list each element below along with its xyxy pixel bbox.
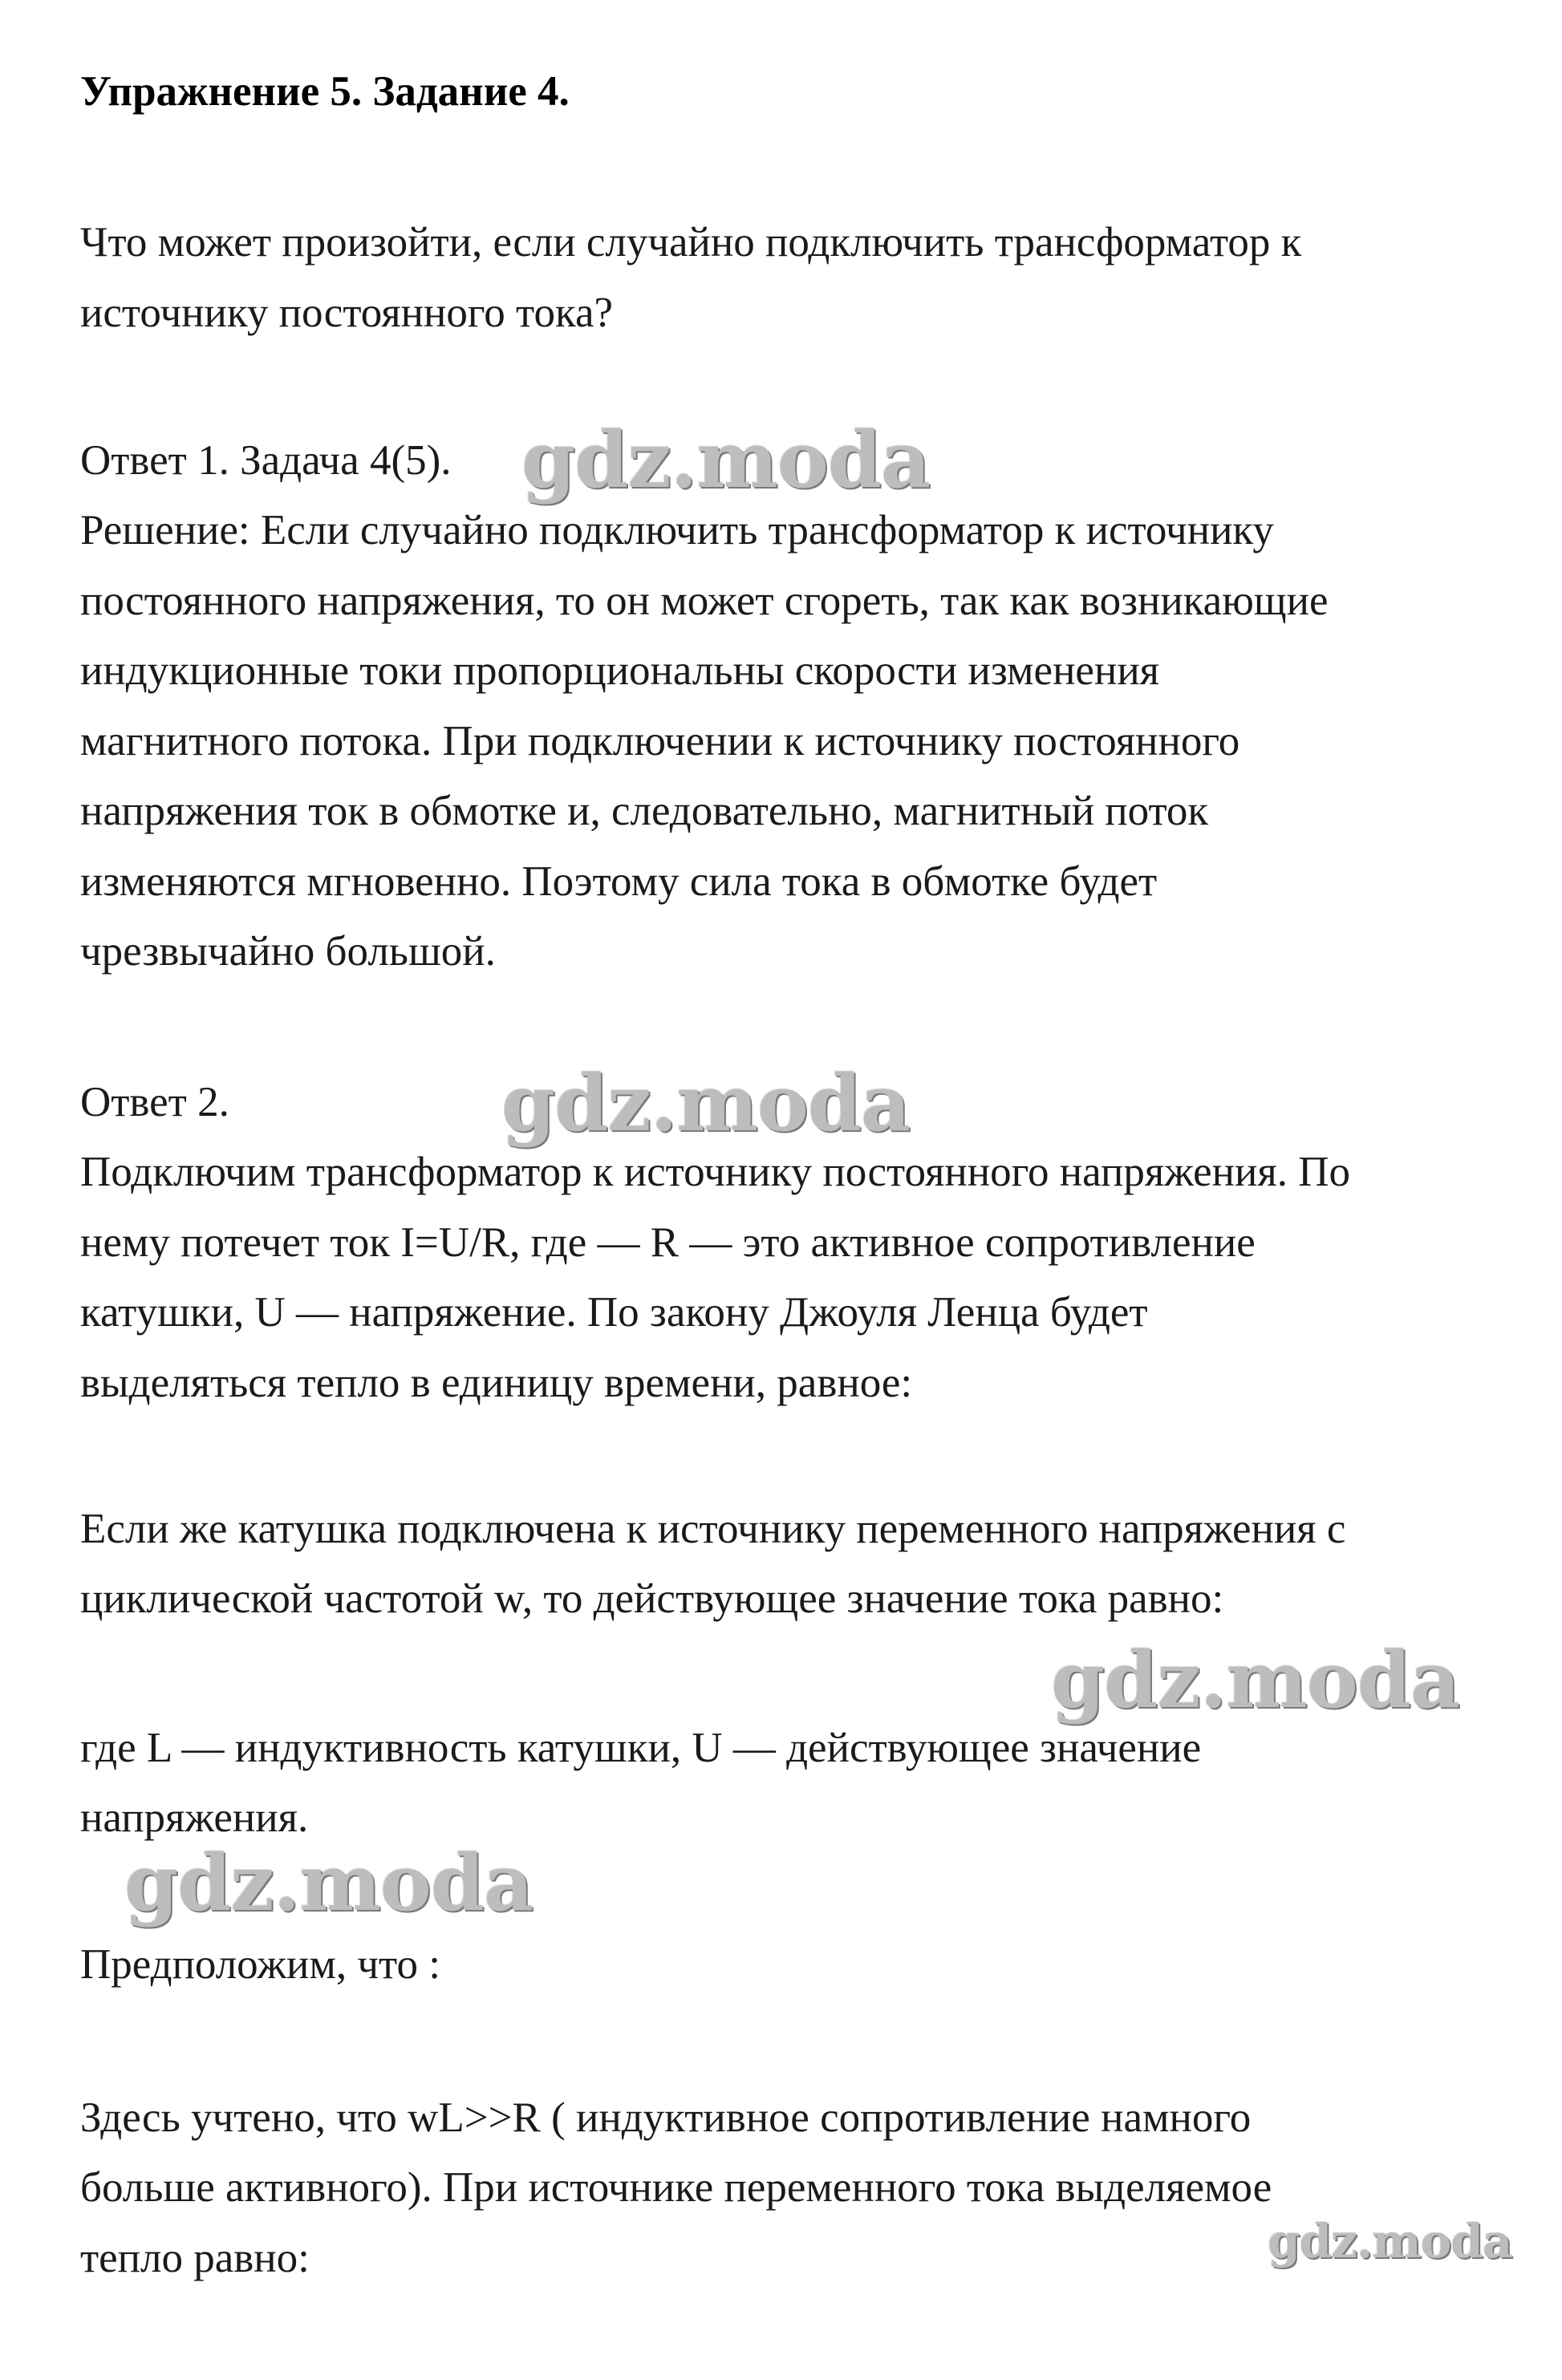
answer2-para2-line-1: Если же катушка подключена к источнику переменного напряжения с [80,1506,1346,1552]
question-line-1: Что может произойти, если случайно подключить трансформатор к [80,219,1302,266]
watermark-logo: gdz.moda [521,415,931,505]
answer2-para3-line-2: напряжения. [80,1794,309,1841]
watermark-logo: gdz.moda [1051,1635,1460,1725]
answer2-para2-line-2: циклической частотой w, то действующее значение тока равно: [80,1575,1224,1622]
answer1-line-1: Решение: Если случайно подключить трансформатор к источнику [80,507,1274,553]
answer1-line-5: напряжения ток в обмотке и, следовательно, магнитный поток [80,788,1209,834]
answer1-line-7: чрезвычайно большой. [80,928,496,975]
answer2-para3-line-1: где L — индуктивность катушки, U — действующее значение [80,1725,1202,1771]
watermark-logo: gdz.moda [501,1058,911,1149]
answer1-heading: Ответ 1. Задача 4(5). [80,437,452,484]
exercise-title: Упражнение 5. Задание 4. [80,68,570,115]
answer2-para5-line-3: тепло равно: [80,2235,310,2281]
answer2-para1-line-3: катушки, U — напряжение. По закону Джоуля Ленца будет [80,1289,1148,1336]
answer2-para1-line-2: нему потечет ток I=U/R, где — R — это активное сопротивление [80,1219,1256,1266]
answer2-para1-line-4: выделяться тепло в единицу времени, равное: [80,1360,913,1406]
question-line-2: источнику постоянного тока? [80,290,614,336]
answer1-line-2: постоянного напряжения, то он может сгореть, так как возникающие [80,578,1329,624]
watermark-logo: gdz.moda [124,1838,534,1928]
answer1-line-3: индукционные токи пропорциональны скорости изменения [80,647,1160,694]
answer1-line-6: изменяются мгновенно. Поэтому сила тока в обмотке будет [80,858,1158,905]
watermark-logo: gdz.moda [1268,2214,1512,2269]
answer2-heading: Ответ 2. [80,1079,229,1125]
answer2-para1-line-1: Подключим трансформатор к источнику постоянного напряжения. По [80,1149,1351,1195]
answer1-line-4: магнитного потока. При подключении к источнику постоянного [80,718,1240,764]
answer2-para4: Предположим, что : [80,1941,440,1988]
answer2-para5-line-1: Здесь учтено, что wL>>R ( индуктивное сопротивление намного [80,2094,1252,2141]
answer2-para5-line-2: больше активного). При источнике переменного тока выделяемое [80,2164,1272,2211]
